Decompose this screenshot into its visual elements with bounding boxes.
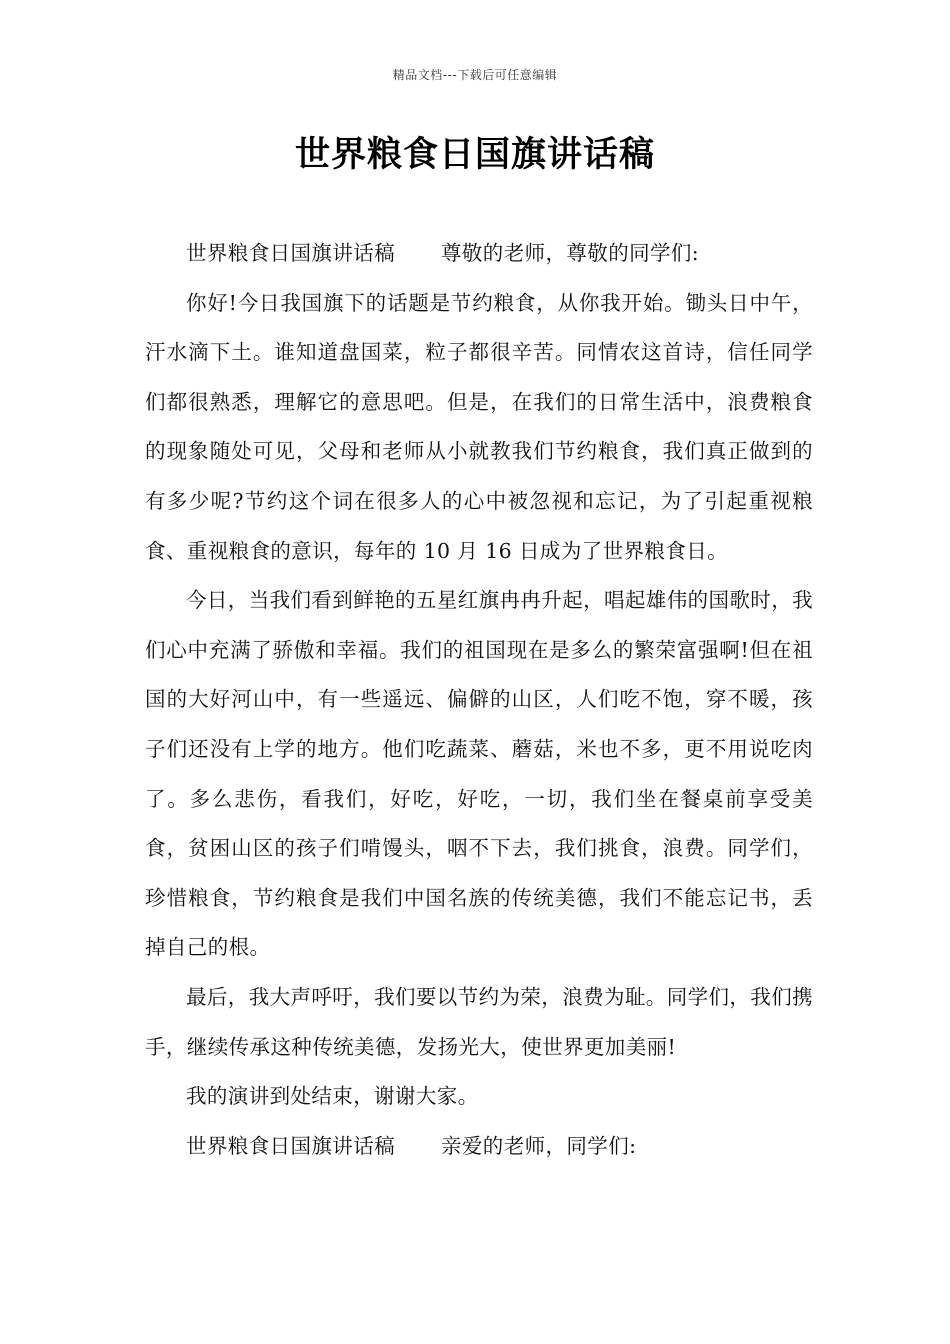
- intro-lead: 世界粮食日国旗讲话稿: [186, 241, 395, 265]
- second-intro-line: [145, 1122, 813, 1172]
- second-intro-greeting: 亲爱的老师，同学们:: [441, 1133, 637, 1158]
- document-title: 世界粮食日国旗讲话稿: [294, 135, 655, 175]
- second-intro-lead: 世界粮食日国旗讲话稿: [186, 1133, 395, 1158]
- paragraph: 你好!今日我国旗下的话题是节约粮食，从你我开始。锄头日中午，汗水滴下土。谁知道盘国菜，粒子都很辛苦。同情农这首诗，信任同学们都很熟悉，理解它的意思吧。但是，在我们的日常生活中，浪费粮食的现象随处可见，父母和老师从小就教我们节约粮食，我们真正做到的有多少呢?节约这个词在很多人的心中被忽视和忘记，为了引起重视粮食、重视粮食的意识，每年的 10 月 16 日成为了世界粮食日。: [145, 290, 813, 563]
- intro-line: [145, 229, 813, 279]
- paragraph: 今日，当我们看到鲜艳的五星红旗冉冉升起，唱起雄伟的国歌时，我们心中充满了骄傲和幸福。我们的祖国现在是多么的繁荣富强啊!但在祖国的大好河山中，有一些遥远、偏僻的山区，人们吃不饱，穿不暖，孩子们还没有上学的地方。他们吃蔬菜、蘑菇，米也不多，更不用说吃肉了。多么悲伤，看我们，好吃，好吃，一切，我们坐在餐桌前享受美食，贫困山区的孩子们啃馒头，咽不下去，我们挑食，浪费。同学们，珍惜粮食，节约粮食是我们中国名族的传统美德，我们不能忘记书，丢掉自己的根。: [145, 588, 813, 960]
- paragraph: 我的演讲到处结束，谢谢大家。: [186, 1084, 479, 1109]
- paragraph: 最后，我大声呼吁，我们要以节约为荣，浪费为耻。同学们，我们携手，继续传承这种传统美德，发扬光大，使世界更加美丽!: [145, 984, 813, 1059]
- document-body: [145, 229, 813, 1171]
- header-note: 精品文档---下载后可任意编辑: [392, 68, 558, 82]
- intro-greeting: 尊敬的老师，尊敬的同学们:: [441, 241, 700, 265]
